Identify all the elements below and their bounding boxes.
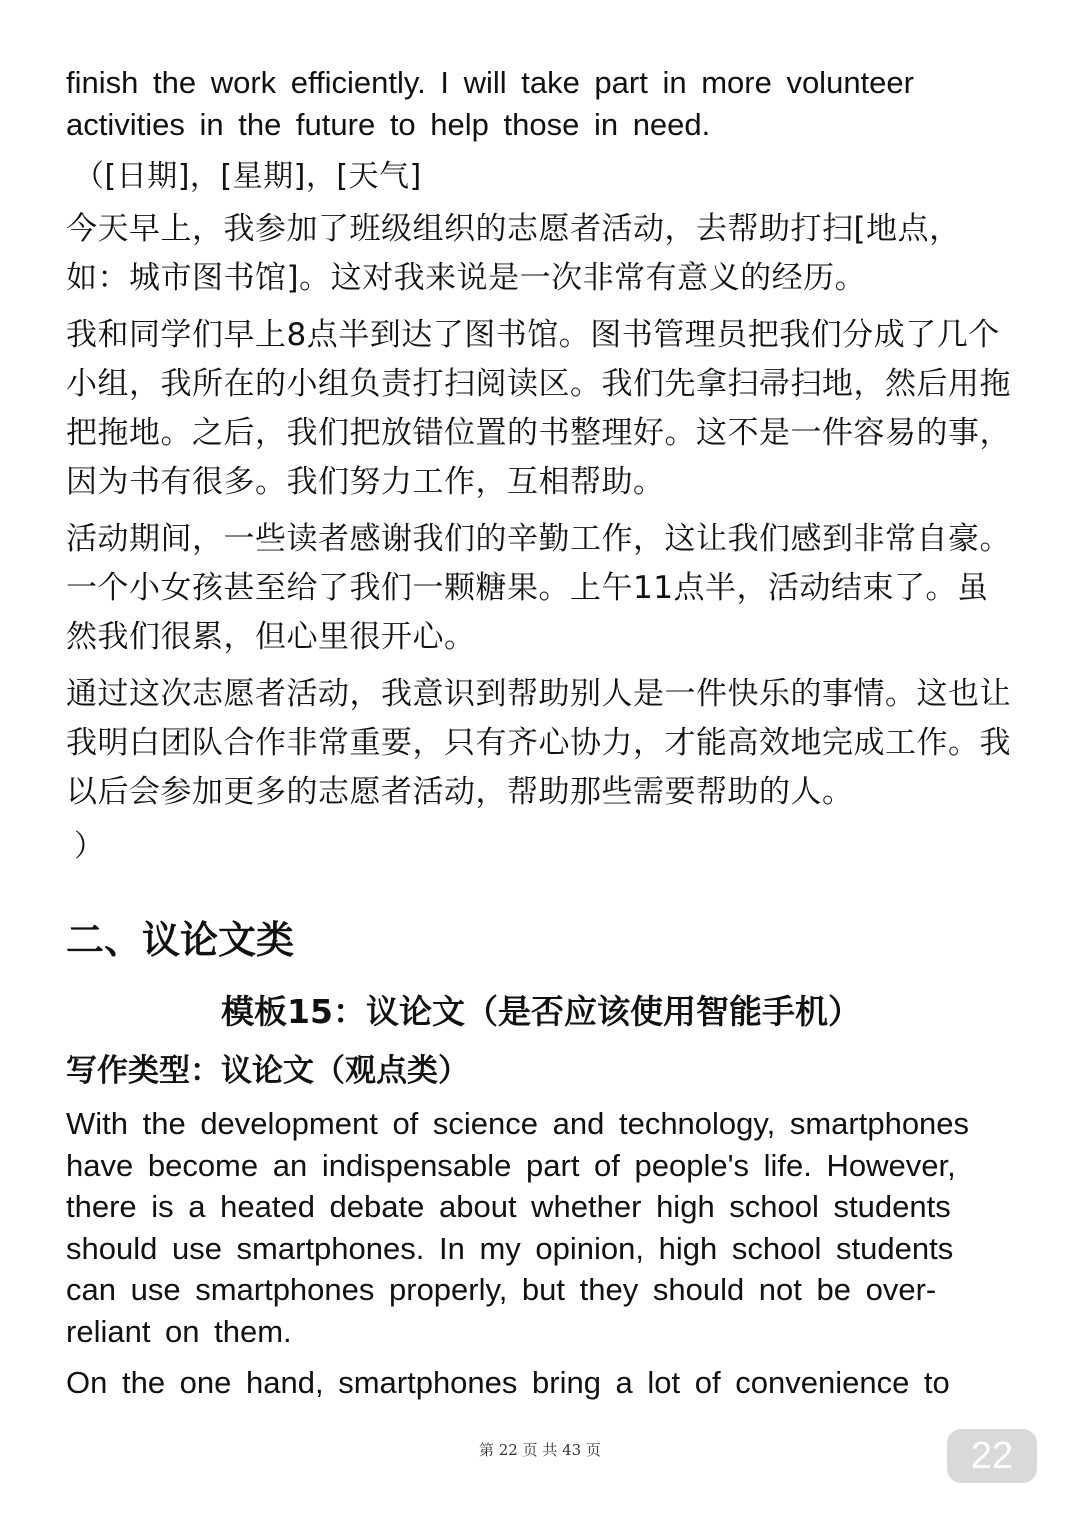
chinese-paragraph-1: 今天早上，我参加了班级组织的志愿者活动，去帮助打扫[地点，如：城市图书馆]。这对我来说是一次非常有意义的经历。 [66,211,961,296]
template-title: 模板15：议论文（是否应该使用智能手机） [221,992,861,1031]
chinese-paragraph-2: 我和同学们早上8点半到达了图书馆。图书管理员把我们分成了几个小组，我所在的小组负责打扫阅读区。我们先拿扫帚扫地，然后用拖把拖地。之后，我们把放错位置的书整理好。这不是一件容易的事，因为书有很多。我们努力工作，互相帮助。 [66,317,1011,500]
page-content [66,62,1016,1414]
chinese-paragraph-3: 活动期间，一些读者感谢我们的辛勤工作，这让我们感到非常自豪。一个小女孩甚至给了我们一颗糖果。上午11点半，活动结束了。虽然我们很累，但心里很开心。 [66,521,1011,655]
diary-header-placeholder: （[日期]，[星期]，[天气] [74,159,422,194]
writing-type-heading: 写作类型：议论文（观点类） [66,1053,469,1089]
page-footer-label: 第 22 页 共 43 页 [478,1441,601,1459]
page-number-badge: 22 [947,1429,1037,1483]
essay-paragraph-1: With the development of science and technology, smartphones have become an indispensable part of people's life. However, there is a heated debate about whether high school students should use smartphones. In my opinion, high school students can use smartphones properly, but they should not be over-reliant on them. [66,1106,970,1349]
closing-parenthesis: ） [74,829,105,864]
section-heading: 二、议论文类 [66,918,295,962]
essay-paragraph-2: On the one hand, smartphones bring a lot of convenience to [66,1365,950,1400]
chinese-paragraph-4: 通过这次志愿者活动，我意识到帮助别人是一件快乐的事情。这也让我明白团队合作非常重要，只有齐心协力，才能高效地完成工作。我以后会参加更多的志愿者活动，帮助那些需要帮助的人。 [66,676,1011,810]
english-paragraph-ending: finish the work efficiently. I will take part in more volunteer activities in the future to help those in need. [66,65,914,142]
